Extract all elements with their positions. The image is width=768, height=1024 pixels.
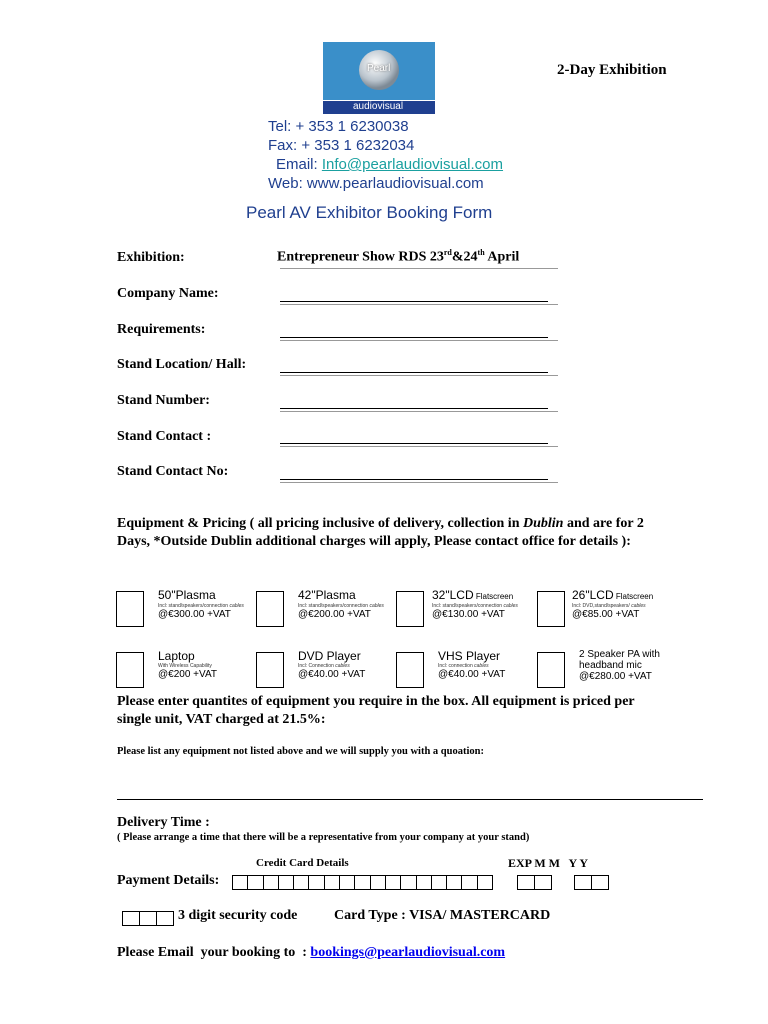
qty-box-laptop[interactable]: [116, 652, 144, 688]
item-sub-cables: cables: [631, 603, 646, 609]
item-price-speaker-pa: @€280.00 +VAT: [579, 671, 652, 682]
item-sub-cables: cables: [369, 603, 384, 609]
delivery-time-note: ( Please arrange a time that there will be a representative from your company at your stand): [117, 832, 530, 843]
item-name-42-plasma: 42"Plasma: [298, 588, 356, 602]
item-name-laptop: Laptop: [158, 649, 195, 663]
logo-subtext: audiovisual: [353, 101, 404, 112]
card-digit-cell[interactable]: [263, 875, 279, 890]
card-digit-cell[interactable]: [278, 875, 294, 890]
requirements-label: Requirements:: [117, 322, 206, 337]
expiry-year-cell[interactable]: [591, 875, 609, 890]
card-type-label: Card Type : VISA/ MASTERCARD: [334, 908, 551, 923]
item-sub-text: Incl: stand/speakers/connection: [298, 603, 369, 609]
item-name-small: Flatscreen: [473, 592, 514, 601]
security-code-cell[interactable]: [139, 911, 157, 926]
pearl-logo: [323, 42, 435, 114]
stand-number-label: Stand Number:: [117, 393, 210, 408]
card-digit-cell[interactable]: [461, 875, 477, 890]
exhibition-underline: [280, 268, 558, 269]
item-name-26-lcd: [572, 588, 653, 602]
card-digit-cell[interactable]: [308, 875, 324, 890]
security-code-cells[interactable]: [123, 911, 174, 926]
item-price-42-plasma: @€200.00 +VAT: [298, 609, 371, 620]
qty-box-vhs-player[interactable]: [396, 652, 424, 688]
unlisted-equipment-note: Please list any equipment not listed above and we will supply you with a quoation:: [117, 746, 484, 757]
booking-email-text: Please Email your booking to :: [117, 945, 311, 960]
doc-title: 2-Day Exhibition: [557, 62, 667, 78]
stand-contact-no-underline: [280, 482, 558, 483]
card-digit-cell[interactable]: [400, 875, 416, 890]
expiry-year-cells[interactable]: [575, 875, 609, 890]
stand-location-underline: [280, 375, 558, 376]
item-sub-cables: cables: [474, 663, 489, 669]
item-price-laptop: @€200 +VAT: [158, 669, 217, 680]
email-prefix: Email:: [276, 156, 318, 173]
stand-contact-no-label: Stand Contact No:: [117, 464, 229, 479]
item-sub-speaker-pa: headband mic: [579, 660, 642, 671]
item-price-26-lcd: @€85.00 +VAT: [572, 609, 640, 620]
card-digit-cell[interactable]: [293, 875, 309, 890]
equipment-heading-city: Dublin: [523, 516, 564, 531]
quantity-note: Please enter quantites of equipment you require in the box. All equipment is priced per single unit, VAT charged at 21.5%:: [117, 694, 635, 727]
stand-contact-no-field[interactable]: [280, 479, 548, 480]
item-sub-laptop: With Wireless Capability: [158, 663, 212, 669]
expiry-month-cell[interactable]: [517, 875, 535, 890]
card-digit-cell[interactable]: [232, 875, 248, 890]
company-name-underline: [280, 304, 558, 305]
item-name-32-lcd: [432, 588, 513, 602]
expiry-month-cells[interactable]: [518, 875, 552, 890]
web-line: Web: www.pearlaudiovisual.com: [268, 175, 484, 192]
requirements-underline: [280, 340, 558, 341]
item-sub-text: Incl: stand/speakers/connection: [158, 603, 229, 609]
email-contact-line: [276, 156, 503, 173]
security-code-cell[interactable]: [122, 911, 140, 926]
expiry-year-cell[interactable]: [574, 875, 592, 890]
item-name-small: Flatscreen: [613, 592, 654, 601]
stand-contact-field[interactable]: [280, 443, 548, 444]
card-digit-cell[interactable]: [385, 875, 401, 890]
requirements-field[interactable]: [280, 337, 548, 338]
card-number-cells[interactable]: [233, 875, 493, 890]
card-digit-cell[interactable]: [416, 875, 432, 890]
item-name-vhs-player: VHS Player: [438, 649, 501, 663]
item-sub-text: Incl: DVD,stand/speakers/: [572, 603, 630, 609]
item-sub-text: Incl: connection: [438, 663, 473, 669]
expiry-label: EXP M M Y Y: [508, 856, 588, 870]
company-name-label: Company Name:: [117, 286, 219, 301]
item-price-vhs-player: @€40.00 +VAT: [438, 669, 506, 680]
card-digit-cell[interactable]: [339, 875, 355, 890]
equipment-heading-part1: Equipment & Pricing ( all pricing inclusive of delivery, collection in: [117, 516, 523, 531]
security-code-label: 3 digit security code: [178, 908, 298, 923]
item-name-50-plasma: 50"Plasma: [158, 588, 216, 602]
item-price-50-plasma: @€300.00 +VAT: [158, 609, 231, 620]
payment-details-label: Payment Details:: [117, 873, 220, 888]
exhibition-sup-rd: rd: [443, 248, 452, 257]
item-sub-cables: cables: [335, 663, 350, 669]
card-digit-cell[interactable]: [354, 875, 370, 890]
company-name-field[interactable]: [280, 301, 548, 302]
item-sub-text: Incl: stand/speakers/connection: [432, 603, 503, 609]
stand-number-field[interactable]: [280, 408, 548, 409]
stand-number-underline: [280, 411, 558, 412]
qty-box-32-lcd[interactable]: [396, 591, 424, 627]
credit-card-label: Credit Card Details: [256, 857, 349, 869]
qty-box-speaker-pa[interactable]: [537, 652, 565, 688]
exhibition-month: April: [484, 249, 520, 265]
booking-email-line: [117, 945, 505, 961]
item-price-dvd-player: @€40.00 +VAT: [298, 669, 366, 680]
qty-box-26-lcd[interactable]: [537, 591, 565, 627]
qty-box-dvd-player[interactable]: [256, 652, 284, 688]
item-name-speaker-pa: 2 Speaker PA with: [579, 649, 660, 660]
qty-box-42-plasma[interactable]: [256, 591, 284, 627]
item-name-text: 32"LCD: [432, 588, 474, 602]
stand-location-field[interactable]: [280, 372, 548, 373]
exhibition-sup-th: th: [477, 248, 485, 257]
exhibition-name: Entrepreneur Show RDS 23: [277, 249, 444, 265]
item-name-text: 26"LCD: [572, 588, 614, 602]
stand-contact-label: Stand Contact :: [117, 429, 212, 444]
booking-email-link[interactable]: bookings@pearlaudiovisual.com: [310, 945, 506, 960]
card-digit-cell[interactable]: [324, 875, 340, 890]
delivery-time-label: Delivery Time :: [117, 815, 210, 830]
item-sub-cables: cables: [503, 603, 518, 609]
equipment-heading: [117, 515, 657, 551]
tel-line: Tel: + 353 1 6230038: [268, 118, 409, 135]
qty-box-50-plasma[interactable]: [116, 591, 144, 627]
exhibition-value: [277, 248, 519, 266]
item-sub-cables: cables: [229, 603, 244, 609]
unlisted-equipment-field[interactable]: [117, 799, 703, 800]
item-price-32-lcd: @€130.00 +VAT: [432, 609, 505, 620]
item-sub-text: Incl: Connection: [298, 663, 334, 669]
card-digit-cell[interactable]: [431, 875, 447, 890]
security-code-cell[interactable]: [156, 911, 174, 926]
card-digit-cell[interactable]: [247, 875, 263, 890]
info-email-link[interactable]: Info@pearlaudiovisual.com: [321, 156, 504, 173]
exhibition-date: &24: [451, 249, 478, 265]
expiry-month-cell[interactable]: [534, 875, 552, 890]
stand-contact-underline: [280, 446, 558, 447]
logo-text: Pearl: [367, 63, 391, 74]
fax-line: Fax: + 353 1 6232034: [268, 137, 415, 154]
exhibition-label: Exhibition:: [117, 250, 185, 265]
stand-location-label: Stand Location/ Hall:: [117, 357, 247, 372]
item-name-dvd-player: DVD Player: [298, 649, 361, 663]
equipment-heading-part2: and are for 2 Days, *Outside Dublin additional charges will apply, Please contact office for details ):: [117, 516, 644, 549]
form-title: Pearl AV Exhibitor Booking Form: [246, 203, 493, 222]
card-digit-cell[interactable]: [477, 875, 493, 890]
card-digit-cell[interactable]: [370, 875, 386, 890]
card-digit-cell[interactable]: [446, 875, 462, 890]
